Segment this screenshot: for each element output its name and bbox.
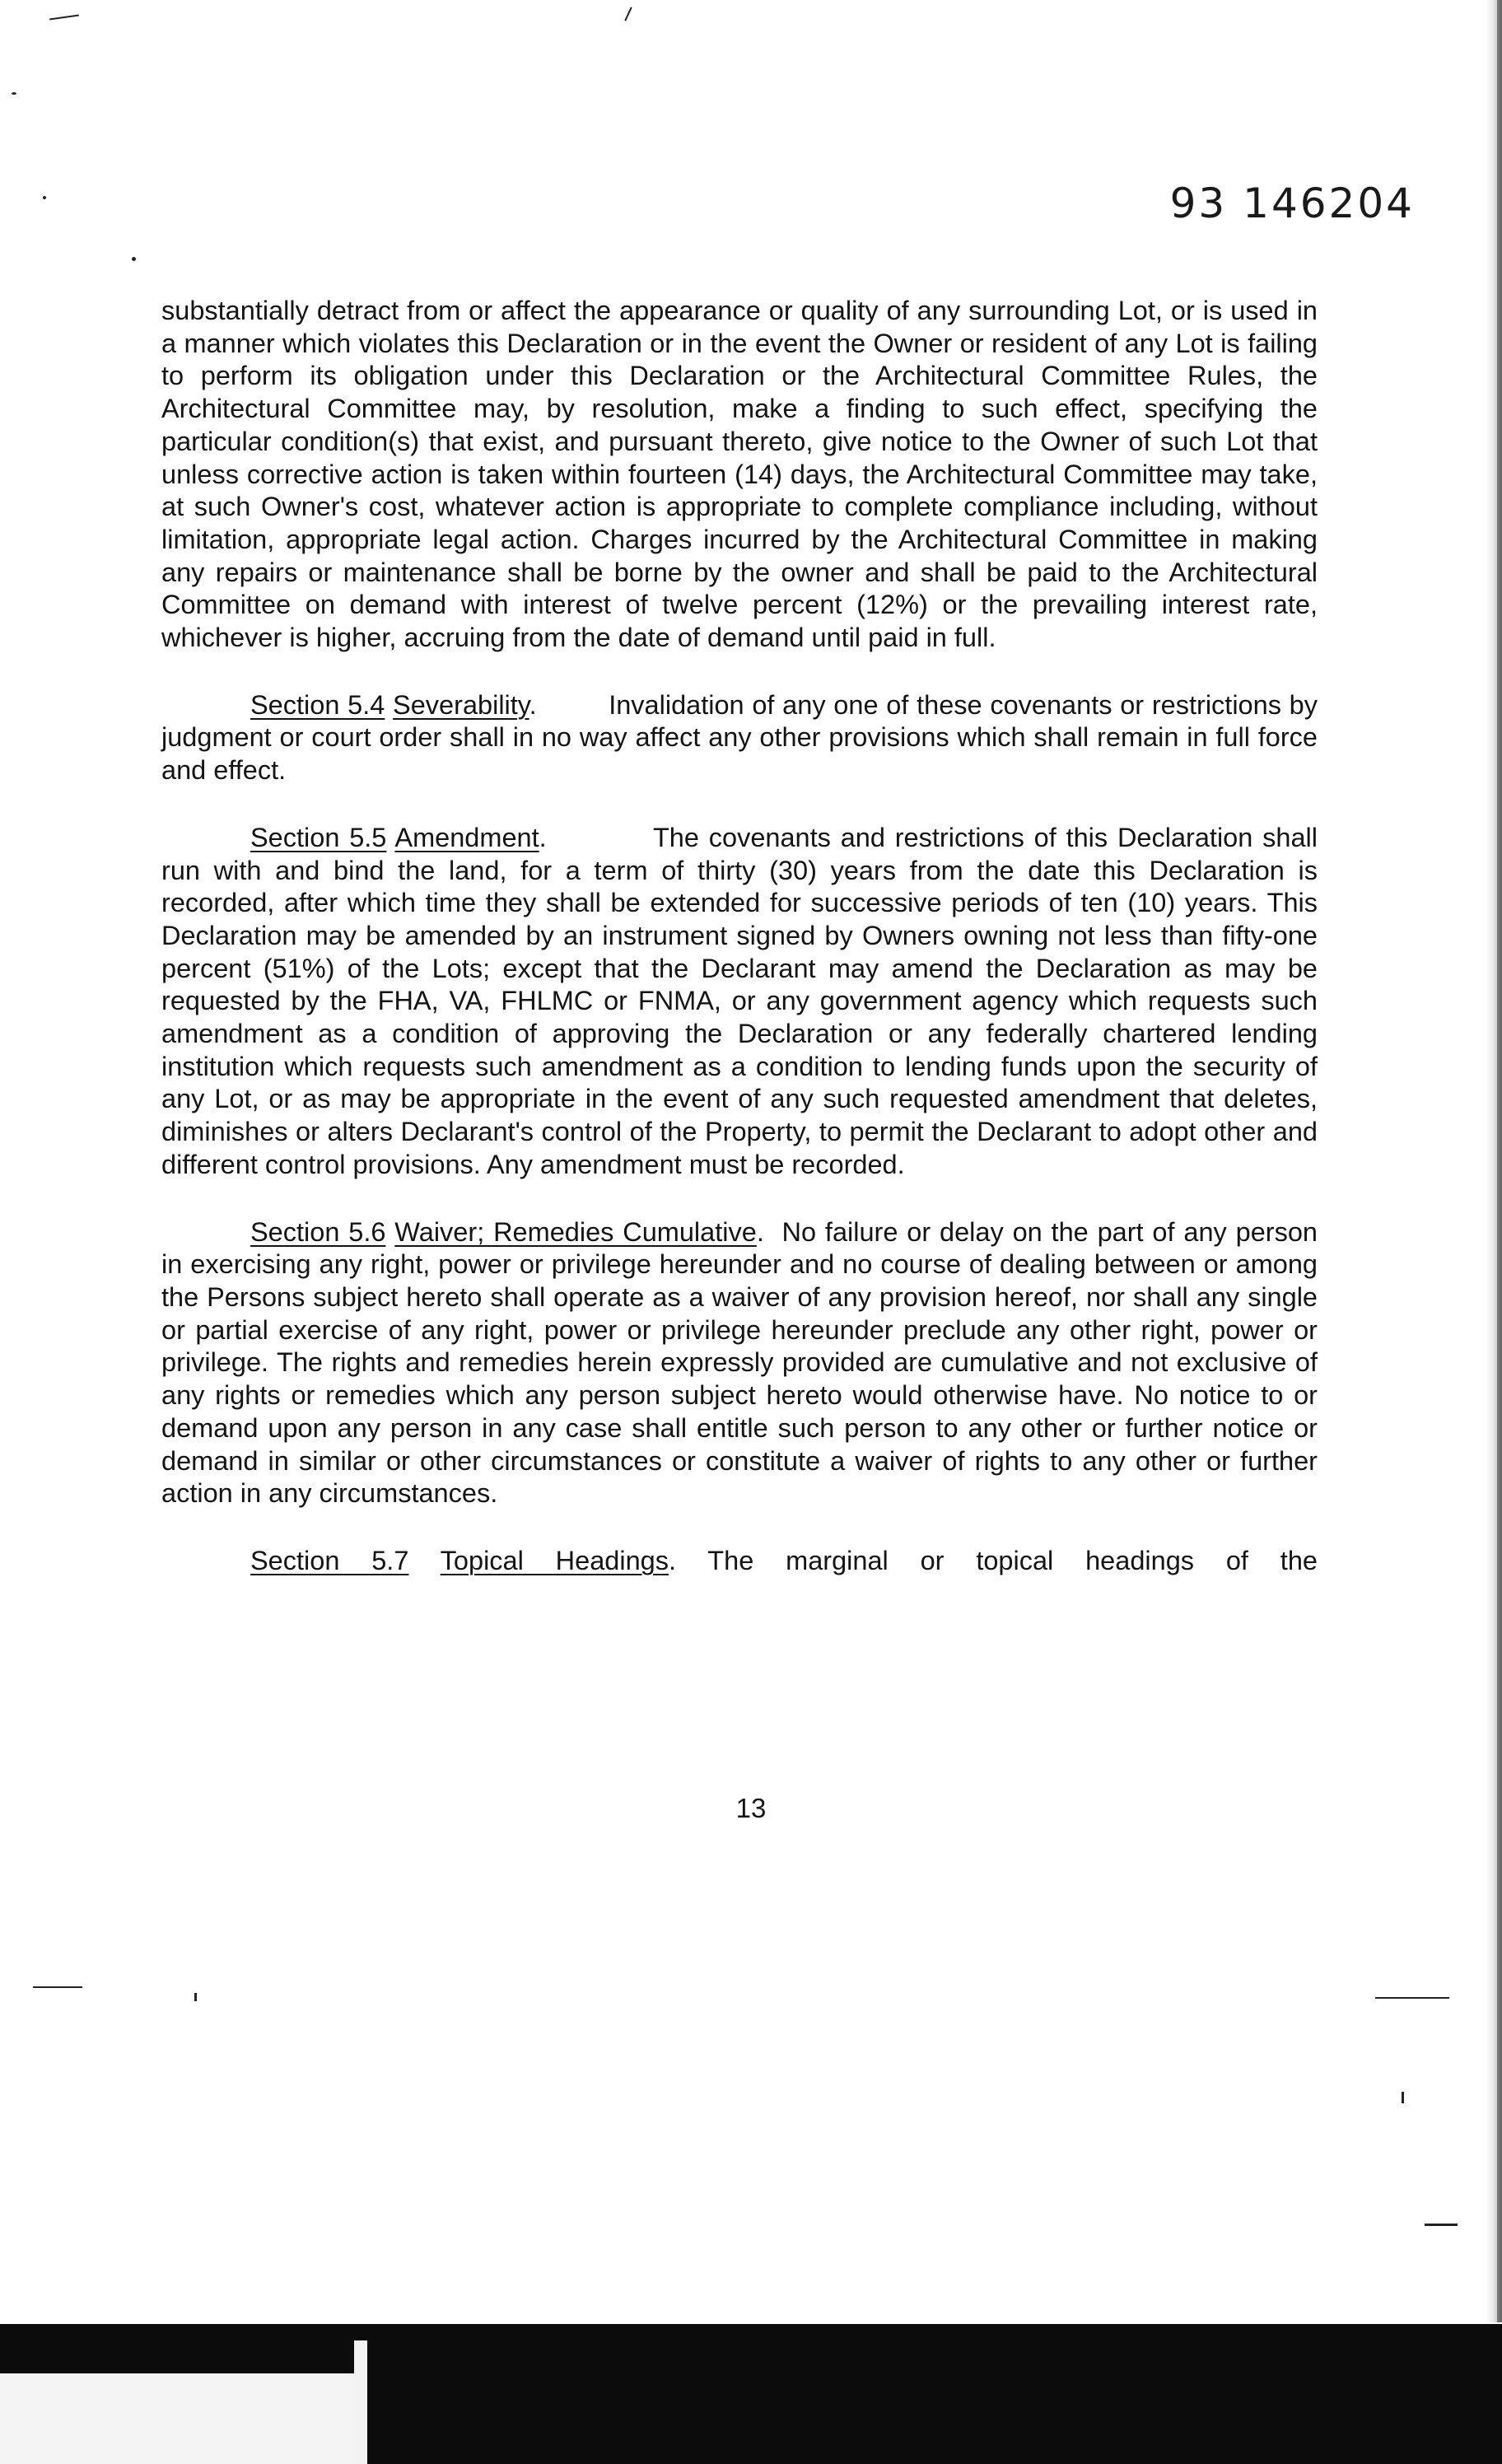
section-text: The covenants and restrictions of this Declaration shall run with and bind the land, for a term of thirty (30) years from the date this Declaration is recorded, after which time they shall be extended for successive periods of ten (10) years. This Declaration may be amended by an instrument signed by Owners owning not less than fifty-one percent (51%) of the Lots; except that the Declarant may amend the Declaration as may be requested by the FHA, VA, FHLMC or FNMA, or any government agency which requests such amendment as a condition of approving the Declaration or any federally chartered lending institution which requests such amendment as a condition to lending funds upon the security of any Lot, or as may be appropriate in the event of any such requested amendment that deletes, diminishes or alters Declarant's control of the Property, to permit the Declarant to adopt other and different control provisions. Any amendment must be recorded. [161, 822, 1318, 1179]
scan-speckle [49, 15, 79, 21]
section-5-4: Section 5.4 Severability. Invalidation of any one of these covenants or restrictions by judgment or court order shall in no way affect any other provisions which shall remain in full force and effect. [161, 689, 1318, 786]
section-number: Section 5.7 [250, 1545, 409, 1575]
document-body [161, 295, 1318, 1578]
scan-bottom-light-area [0, 2373, 362, 2464]
scan-speckle [1375, 1997, 1449, 1999]
scan-speckle [624, 7, 632, 21]
scan-speckle [1425, 2224, 1458, 2226]
section-text: Invalidation of any one of these covenants or restrictions by judgment or court order shall in no way affect any other provisions which shall remain in full force and effect. [161, 689, 1318, 786]
section-number: Section 5.6 [250, 1216, 386, 1247]
section-5-6: Section 5.6 Waiver; Remedies Cumulative. No failure or delay on the part of any person in exercising any right, power or privilege hereunder and no course of dealing between or among the Persons subject hereto shall operate as a waiver of any provision hereof, nor shall any single or partial exercise of any right, power or privilege hereunder preclude any other right, power or privilege. The rights and remedies herein expressly provided are cumulative and not exclusive of any rights or remedies which any person subject hereto would otherwise have. No notice to or demand upon any person in any case shall entitle such person to any other or further notice or demand in similar or other circumstances or constitute a waiver of rights to any other or further action in any circumstances. [161, 1216, 1318, 1509]
scan-speckle [12, 92, 16, 95]
section-title: Severability [393, 689, 529, 720]
scan-speckle [1402, 2092, 1404, 2103]
scan-speckle [132, 257, 136, 261]
section-title: Waiver; Remedies Cumulative [394, 1216, 757, 1247]
scan-edge-line [1497, 0, 1502, 2322]
scan-bottom-gap [354, 2340, 367, 2464]
scan-speckle [33, 1986, 82, 1988]
section-text: The marginal or topical headings of the [707, 1545, 1318, 1575]
section-title: Amendment [394, 822, 539, 852]
continued-paragraph: substantially detract from or affect the appearance or quality of any surrounding Lot, or is used in a manner which violates this Declaration or in the event the Owner or resident of any Lot is failing to perform its obligation under this Declaration or the Architectural Committee Rules, the Architectural Committee may, by resolution, make a finding to such effect, specifying the particular condition(s) that exist, and pursuant thereto, give notice to the Owner of such Lot that unless corrective action is taken within fourteen (14) days, the Architectural Committee may take, at such Owner's cost, whatever action is appropriate to complete compliance including, without limitation, appropriate legal action. Charges incurred by the Architectural Committee in making any repairs or maintenance shall be borne by the owner and shall be paid to the Architectural Committee on demand with interest of twelve percent (12%) or the prevailing interest rate, whichever is higher, accruing from the date of demand until paid in full. [161, 296, 1318, 653]
section-5-5: Section 5.5 Amendment. The covenants and restrictions of this Declaration shall run with and bind the land, for a term of thirty (30) years from the date this Declaration is recorded, after which time they shall be extended for successive periods of ten (10) years. This Declaration may be amended by an instrument signed by Owners owning not less than fifty-one percent (51%) of the Lots; except that the Declarant may amend the Declaration as may be requested by the FHA, VA, FHLMC or FNMA, or any government agency which requests such amendment as a condition of approving the Declaration or any federally chartered lending institution which requests such amendment as a condition to lending funds upon the security of any Lot, or as may be appropriate in the event of any such requested amendment that deletes, diminishes or alters Declarant's control of the Property, to permit the Declarant to adopt other and different control provisions. Any amendment must be recorded. [161, 822, 1318, 1179]
section-5-7: Section 5.7 Topical Headings. The marginal or topical headings of the [250, 1545, 1318, 1575]
section-text: No failure or delay on the part of any person in exercising any right, power or privilege hereunder and no course of dealing between or among the Persons subject hereto shall operate as a waiver of any provision hereof, nor shall any single or partial exercise of any right, power or privilege hereunder preclude any other right, power or privilege. The rights and remedies herein expressly provided are cumulative and not exclusive of any rights or remedies which any person subject hereto would otherwise have. No notice to or demand upon any person in any case shall entitle such person to any other or further notice or demand in similar or other circumstances or constitute a waiver of rights to any other or further action in any circumstances. [161, 1216, 1318, 1509]
section-number: Section 5.5 [250, 822, 387, 852]
scan-speckle [194, 1993, 197, 2001]
recording-number: 93 146204 [1169, 180, 1415, 227]
scan-speckle [43, 196, 46, 199]
section-title: Topical Headings [440, 1545, 669, 1575]
section-number: Section 5.4 [250, 689, 385, 720]
page-number: 13 [735, 1793, 767, 1823]
